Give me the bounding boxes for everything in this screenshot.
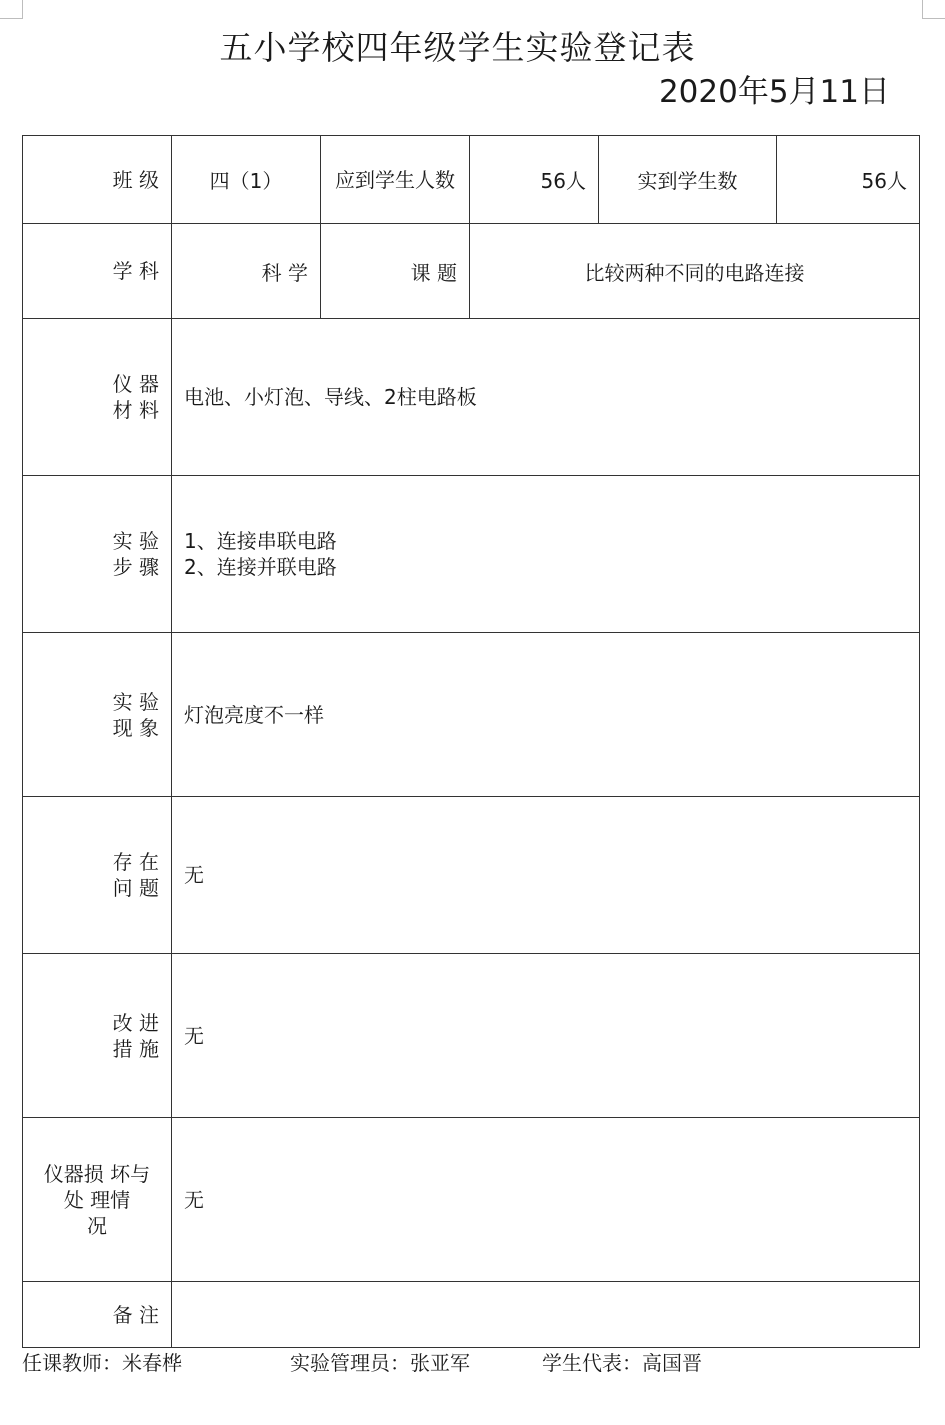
improvements-label: 改 进 措 施 bbox=[23, 954, 172, 1118]
expected-students-value: 56人 bbox=[470, 136, 599, 224]
steps-label: 实 验 步 骤 bbox=[23, 476, 172, 633]
phenomenon-label: 实 验 现 象 bbox=[23, 633, 172, 797]
admin-signature: 实验管理员：张亚军 bbox=[290, 1351, 470, 1375]
document-date: 2020年5月11日 bbox=[658, 74, 890, 110]
table-row bbox=[23, 136, 920, 224]
table-row bbox=[23, 797, 920, 954]
table-row bbox=[23, 633, 920, 797]
subject-value: 科 学 bbox=[172, 224, 321, 319]
materials-label: 仪 器 材 料 bbox=[23, 319, 172, 476]
student-rep-signature: 学生代表：高国晋 bbox=[542, 1351, 702, 1375]
damage-label: 仪器损 坏与 处 理情 况 bbox=[23, 1118, 172, 1282]
damage-value: 无 bbox=[172, 1118, 920, 1282]
document-title: 五小学校四年级学生实验登记表 bbox=[219, 28, 696, 67]
class-value: 四（1） bbox=[172, 136, 321, 224]
table-row bbox=[23, 224, 920, 319]
table-row bbox=[23, 954, 920, 1118]
actual-students-value: 56人 bbox=[777, 136, 920, 224]
table-row bbox=[23, 319, 920, 476]
steps-value: 1、连接串联电路 2、连接并联电路 bbox=[172, 476, 920, 633]
page-corner-mark-left bbox=[0, 0, 23, 19]
subject-label: 学 科 bbox=[23, 224, 172, 319]
topic-value: 比较两种不同的电路连接 bbox=[470, 224, 920, 319]
expected-students-label: 应到学生人数 bbox=[321, 136, 470, 224]
problems-value: 无 bbox=[172, 797, 920, 954]
remarks-value bbox=[172, 1282, 920, 1348]
materials-value: 电池、小灯泡、导线、2柱电路板 bbox=[172, 319, 920, 476]
phenomenon-value: 灯泡亮度不一样 bbox=[172, 633, 920, 797]
teacher-signature: 任课教师：米春桦 bbox=[22, 1351, 182, 1375]
remarks-label: 备 注 bbox=[23, 1282, 172, 1348]
table-row bbox=[23, 476, 920, 633]
registration-table bbox=[22, 135, 920, 1348]
improvements-value: 无 bbox=[172, 954, 920, 1118]
actual-students-label: 实到学生数 bbox=[599, 136, 777, 224]
topic-label: 课 题 bbox=[321, 224, 470, 319]
table-row bbox=[23, 1118, 920, 1282]
problems-label: 存 在 问 题 bbox=[23, 797, 172, 954]
table-row bbox=[23, 1282, 920, 1348]
class-label: 班 级 bbox=[23, 136, 172, 224]
page-corner-mark-right bbox=[922, 0, 945, 19]
